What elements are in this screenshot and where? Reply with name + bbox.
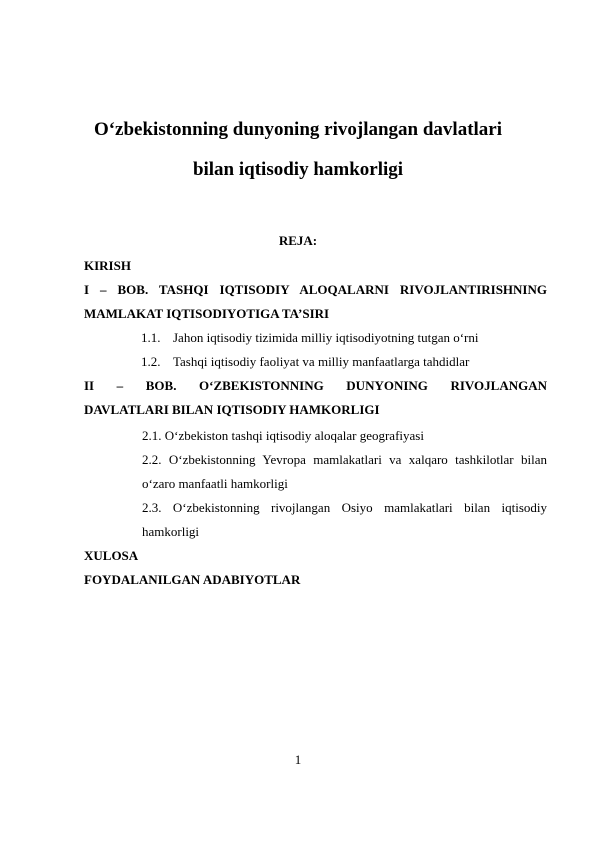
- document-title-line2: bilan iqtisodiy hamkorligi: [192, 159, 404, 180]
- plan-heading: REJA:: [278, 233, 318, 248]
- chapter1-title-line2: MAMLAKAT IQTISODIYOTIGA TA’SIRI: [84, 306, 330, 321]
- references-item: FOYDALANILGAN ADABIYOTLAR: [84, 572, 301, 587]
- section-2-1: 2.1. O‘zbekiston tashqi iqtisodiy aloqalar geografiyasi: [142, 428, 424, 443]
- section-1-1: [141, 330, 479, 346]
- section-1-2: [141, 354, 469, 370]
- section-number: 1.1.: [141, 330, 161, 345]
- conclusion-item: XULOSA: [84, 548, 139, 563]
- chapter2-title-line2: DAVLATLARI BILAN IQTISODIY HAMKORLIGI: [84, 402, 380, 417]
- page-number: 1: [294, 752, 302, 767]
- section-text: Jahon iqtisodiy tizimida milliy iqtisodiyotning tutgan o‘rni: [173, 330, 479, 345]
- section-2-3-line1: 2.3. O‘zbekistonning rivojlangan Osiyo mamlakatlari bilan iqtisodiy: [142, 500, 547, 515]
- section-2-2-line1: 2.2. O‘zbekistonning Yevropa mamlakatlari va xalqaro tashkilotlar bilan: [142, 452, 547, 467]
- intro-item: KIRISH: [84, 258, 131, 273]
- section-text: Tashqi iqtisodiy faoliyat va milliy manfaatlarga tahdidlar: [173, 354, 470, 369]
- document-title-line1: O‘zbekistonning dunyoning rivojlangan davlatlari: [93, 119, 503, 140]
- chapter1-title-line1: I – BOB. TASHQI IQTISODIY ALOQALARNI RIVOJLANTIRISHNING: [84, 282, 547, 297]
- section-2-3-line2: hamkorligi: [142, 524, 200, 539]
- section-2-2-line2: o‘zaro manfaatli hamkorligi: [142, 476, 288, 491]
- section-number: 1.2.: [141, 354, 161, 369]
- chapter2-title-line1: II – BOB. O‘ZBEKISTONNING DUNYONING RIVOJLANGAN: [84, 378, 547, 393]
